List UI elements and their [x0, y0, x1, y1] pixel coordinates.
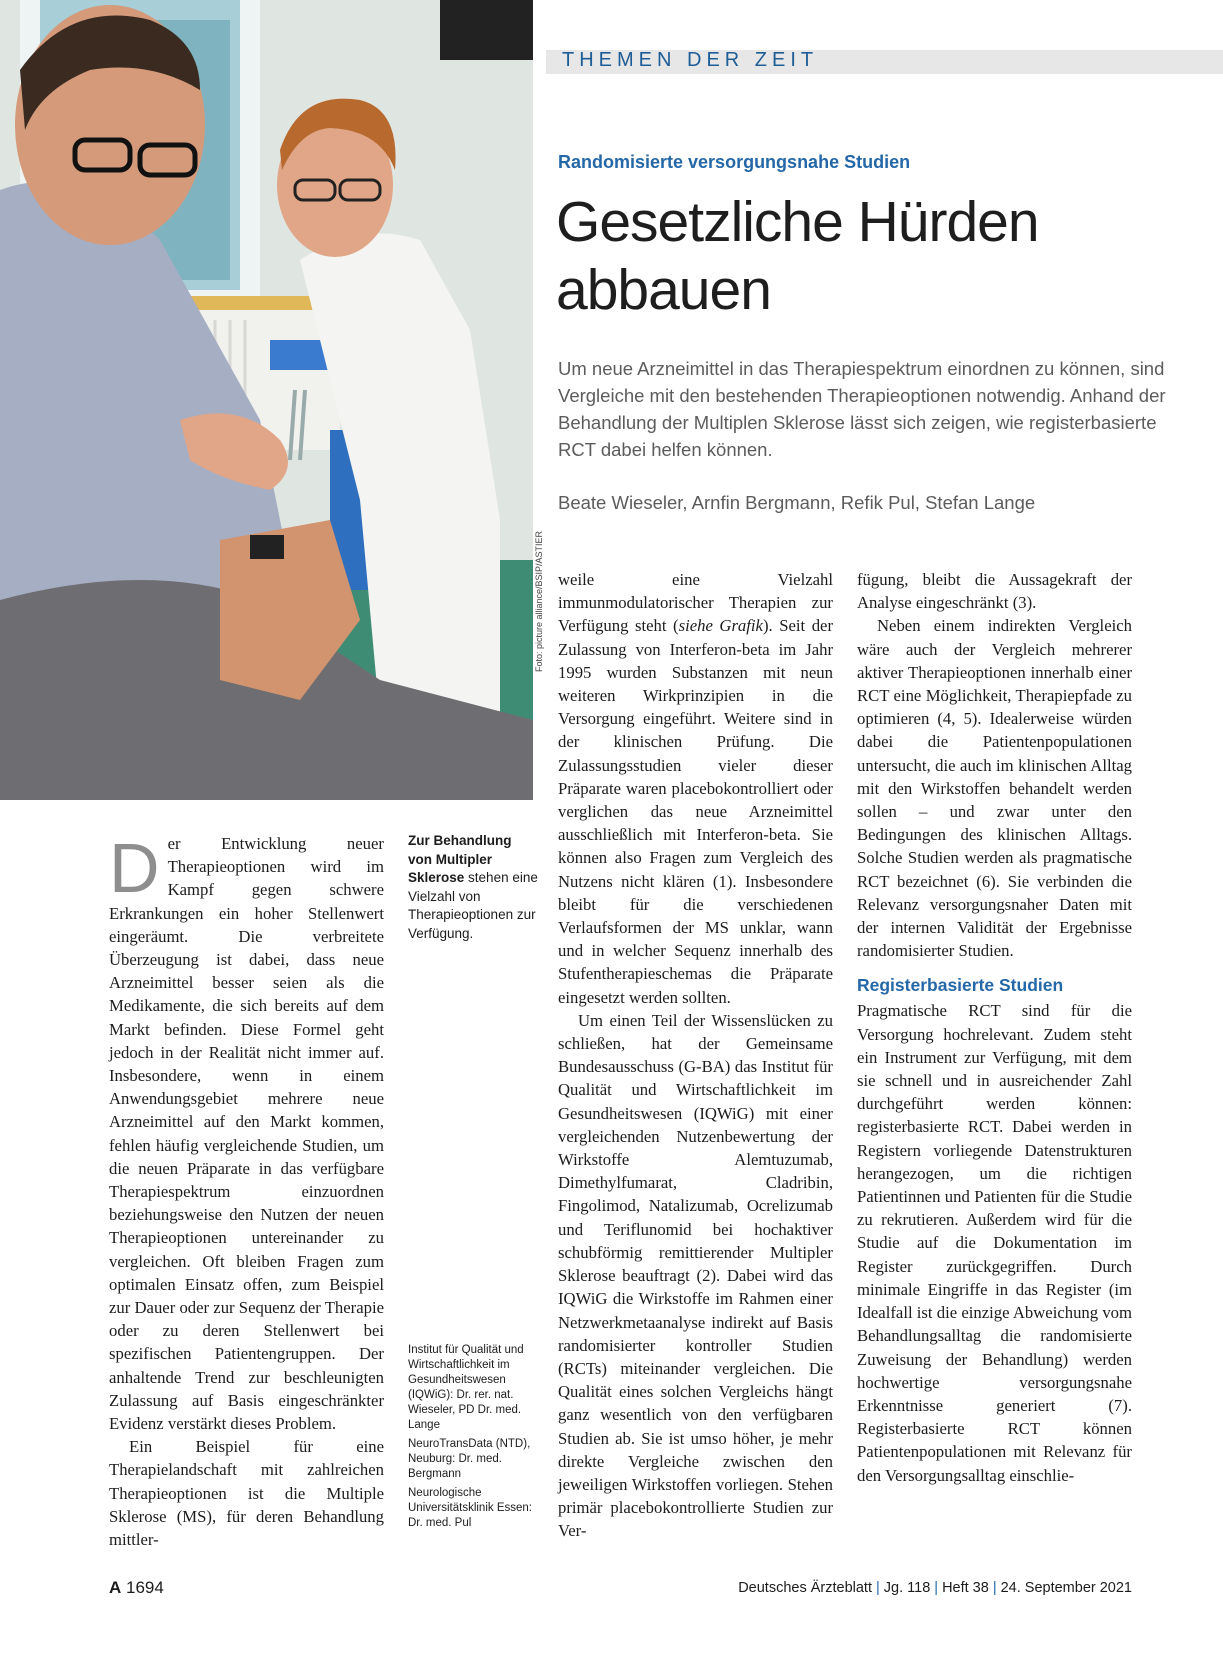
photo-illustration: [0, 0, 533, 800]
journal-volume: Jg. 118: [883, 1580, 931, 1596]
caption-bold: Zur Behandlung von Multipler Sklerose: [408, 833, 512, 885]
article-kicker: Randomisierte versorgungsnahe Studien: [558, 152, 911, 172]
paragraph: fügung, bleibt die Aussagekraft der Analyse eingeschränkt (3).: [857, 570, 1132, 613]
figure-reference: siehe Grafik: [678, 616, 763, 636]
drop-cap: D: [109, 829, 160, 907]
affiliation: Neurologische Universitätsklinik Essen: Dr. med. Pul: [408, 1487, 532, 1529]
text-column-4: [857, 568, 1132, 1487]
paragraph-text: ). Seit der Zulassung von Interferon-beta im Jahr 1995 wurden Substanzen mit neun weiteren Wirkprinzipien in die Versorgung eingeführt. Weitere sind in der klinischen Prüfung. Die Zulassungsstudien vieler dieser Präparate waren placebokontrolliert oder verglichen das neue Arzneimittel ausschließlich mit Interferon-beta. Sie können also Fragen zum Vergleich des Nutzens nicht klären (1). Insbesondere bleibt für die verschiedenen Verlaufsformen der MS unklar, wann und in welcher Sequenz innerhalb des Stufentherapieschemas die Präparate eingesetzt werden sollten.: [558, 616, 834, 1007]
article-photo: [0, 0, 533, 800]
article-lead: Um neue Arzneimittel in das Therapiespektrum einordnen zu können, sind Vergleiche mit den bestehenden Therapieoptionen notwendig. Anhand der Behandlung der Multiplen Sklerose lässt sich zeigen, wie registerbasierte RCT dabei helfen können.: [558, 358, 1166, 460]
journal-issue: Heft 38: [942, 1580, 989, 1596]
paragraph-text: weile eine Vielzahl immunmodulatorischer Therapien zur Verfügung steht (: [558, 570, 833, 636]
section-rubric: THEMEN DER ZEIT: [562, 49, 819, 71]
page-number-value: 1694: [126, 1578, 164, 1597]
paragraph: Um einen Teil der Wissenslücken zu schließen, hat der Gemeinsame Bundesausschuss (G-BA) das Institut für Qualität und Wirtschaftlichkeit im Gesundheitswesen (IQWiG) mit einer vergleichenden Nutzenbewertung der Wirkstoffe Alemtuzumab, Dimethylfumarat, Cladribin, Fingolimod, Natalizumab, Ocrelizumab und Teriflunomid bei hochaktiver schubförmig remittierender Multipler Sklerose beauftragt (2). Dabei wird das IQWiG die Wirkstoffe im Rahmen einer Netzwerkmetaanalyse indirekt auf Basis randomisierter kontroller Studien (RCTs) miteinander vergleichen. Die Qualität eines solchen Vergleichs hängt ganz wesentlich von den verfügbaren Studien ab. Sie ist umso höher, je mehr direkte Vergleiche zwischen den jeweiligen Wirkstoffen vorliegen. Stehen primär placebokontrollierte Studien zur Ver-: [558, 1010, 833, 1541]
page-prefix: A: [109, 1578, 122, 1597]
journal-footer: [738, 1580, 1132, 1596]
paragraph: [109, 829, 384, 1435]
affiliation: NeuroTransData (NTD), Neuburg: Dr. med. Bergmann: [408, 1438, 531, 1480]
paragraph: Ein Beispiel für eine Therapielandschaft mit zahlreichen Therapieoptionen ist die Multiple Sklerose (MS), für deren Behandlung mittler-: [109, 1437, 384, 1550]
caption-text: stehen eine Vielzahl von Therapieoptionen zur Verfügung.: [408, 870, 538, 941]
photo-credit: Foto: picture alliance/BSIP/ASTIER: [534, 530, 544, 672]
article-authors: Beate Wieseler, Arnfin Bergmann, Refik Pul, Stefan Lange: [558, 492, 1036, 513]
paragraph-text: er Entwicklung neuer Therapieoptionen wird im Kampf gegen schwere Erkrankungen ein hoher Stellenwert eingeräumt. Die verbreitete Überzeugung ist dabei, dass neue Arzneimittel besser seien als die Medikamente, die sich bereits auf dem Markt befinden. Diese Formel geht jedoch in der Realität nicht immer auf. Insbesondere, wenn in einem Anwendungsgebiet mehrere neue Arzneimittel auf den Markt kommen, fehlen häufig vergleichende Studien, um die neuen Präparate in das verfügbare Therapiespektrum einzuordnen beziehungsweise den Nutzen der neuen Therapieoptionen untereinander zu vergleichen. Oft bleiben Fragen zum optimalen Einsatz offen, zum Beispiel zur Dauer oder zur Sequenz der Therapie oder zu deren Stellenwert bei spezifischen Patientengruppen. Der anhaltende Trend zur beschleunigten Zulassung auf Basis eingeschränkter Evidenz verstärkt dieses Problem.: [109, 834, 384, 1434]
journal-name: Deutsches Ärzteblatt: [738, 1580, 872, 1596]
footer-separator: |: [934, 1580, 939, 1596]
footer-separator: |: [876, 1580, 880, 1596]
text-column-3: [558, 568, 833, 1543]
text-column-1: [109, 829, 384, 1551]
photo-caption: [408, 832, 538, 943]
paragraph: Pragmatische RCT sind für die Versorgung hochrelevant. Zudem steht ein Instrument zur Verfügung, mit dem sie schnell und in ausreichender Zahl durchgeführt werden können: registerbasierte RCT. Dabei werden in Registern vorliegende Datenstrukturen herangezogen, um die richtigen Patientinnen und Patienten für die Studie zu rekrutieren. Außerdem wird für die Studie auf die Dokumentation im Register zurückgegriffen. Durch minimale Eingriffe in das Register (im Idealfall ist die einzige Abweichung vom Behandlungsalltag die randomisierte Zuweisung der Behandlung) werden hochwertige versorgungsnahe Erkenntnisse generiert (7). Registerbasierte RCT können Patientenpopulationen mit Relevanz für den Versorgungsalltag einschlie-: [857, 1001, 1132, 1485]
footer-separator: |: [992, 1580, 997, 1596]
paragraph: Neben einem indirekten Vergleich wäre auch der Vergleich mehrerer aktiver Therapieoptionen innerhalb einer RCT eine Möglichkeit, Therapiepfade zu optimieren (4, 5). Idealerweise würden dabei die Patientenpopulationen untersucht, die auch im klinischen Alltag mit den Wirkstoffen behandelt werden sollen – und zwar unter den Bedingungen des klinischen Alltags. Solche Studien werden als pragmatische RCT bezeichnet (6). Sie verbinden die Relevanz versorgungsnaher Daten mit der internen Validität der Ergebnisse randomisierter Studien.: [857, 616, 1132, 961]
article-headline: Gesetzliche Hürden abbauen: [556, 190, 1039, 322]
section-subheading: Registerbasierte Studien: [857, 975, 1064, 996]
journal-date: 24. September 2021: [1000, 1580, 1132, 1596]
paragraph: [558, 568, 833, 1009]
page-number: [109, 1578, 164, 1598]
affiliation: Institut für Qualität und Wirtschaftlichkeit im Gesundheitswesen (IQWiG): Dr. rer. nat. Wieseler, PD Dr. med. Lange: [408, 1344, 524, 1431]
author-affiliations: [408, 1343, 536, 1535]
